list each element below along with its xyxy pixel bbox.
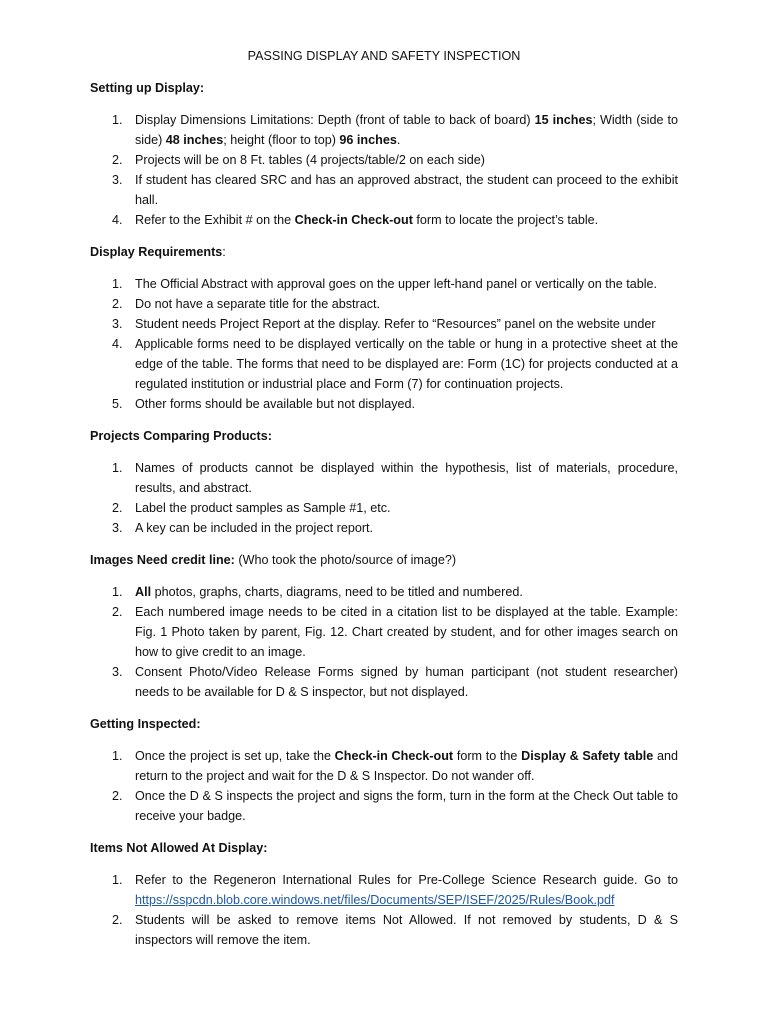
list-item-text: Refer to the Exhibit # on the [135, 213, 295, 227]
list-item-number: 3. [112, 665, 123, 679]
list-item-text: Refer to the Regeneron International Rules for Pre-College Science Research guide. Go to [135, 873, 678, 887]
list-item-number: 3. [112, 521, 123, 535]
numbered-list [90, 110, 678, 230]
section-heading [90, 838, 678, 858]
section-heading-text: Items Not Allowed At Display: [90, 841, 268, 855]
list-item-text: . [396, 133, 401, 147]
section-heading [90, 78, 678, 98]
bold-text: All [135, 585, 152, 599]
bold-text: 15 inches [534, 113, 593, 127]
numbered-list [90, 274, 678, 414]
bold-text: Check-in Check-out [334, 749, 454, 763]
list-item-number: 2. [112, 153, 123, 167]
list-item-number: 1. [112, 585, 123, 599]
numbered-list [90, 582, 678, 702]
bold-text: 48 inches [165, 133, 224, 147]
list-item-text: and return to the project and wait for the D & S Inspector. Do not wander off. [135, 749, 678, 783]
numbered-list [90, 458, 678, 538]
list-item [90, 294, 678, 314]
list-item-text: A key can be included in the project report. [135, 521, 374, 535]
list-item [90, 746, 678, 786]
list-item-text: Label the product samples as Sample #1, etc. [135, 501, 391, 515]
section-heading-text: Setting up Display: [90, 81, 205, 95]
list-item-number: 2. [112, 605, 123, 619]
list-item [90, 394, 678, 414]
list-item-number: 4. [112, 213, 123, 227]
list-item-number: 1. [112, 277, 123, 291]
list-item-text: form to the [453, 749, 522, 763]
section-heading-text: Getting Inspected: [90, 717, 201, 731]
list-item [90, 582, 678, 602]
bold-text: Display & Safety table [521, 749, 654, 763]
list-item [90, 498, 678, 518]
list-item-text: ; height (floor to top) [223, 133, 340, 147]
list-item-number: 1. [112, 749, 123, 763]
list-item-number: 3. [112, 317, 123, 331]
list-item-text: form to locate the project’s table. [412, 213, 599, 227]
numbered-list [90, 746, 678, 826]
list-item [90, 334, 678, 394]
list-item-text: Applicable forms need to be displayed vertically on the table or hung in a protective sheet at the edge of the table. The forms that need to be displayed are: Form (1C) for projects conducted at a regulated institution or industrial place and Form (7) for continuation projects. [135, 337, 678, 391]
list-item-text: Other forms should be available but not displayed. [135, 397, 416, 411]
page-title: PASSING DISPLAY AND SAFETY INSPECTION [247, 49, 521, 63]
list-item-number: 2. [112, 913, 123, 927]
section-heading-note: (Who took the photo/source of image?) [234, 553, 457, 567]
list-item-text: ; Width (side to side) [135, 113, 678, 147]
list-item-text: Students will be asked to remove items Not Allowed. If not removed by students, D & S inspectors will remove the item. [135, 913, 678, 947]
list-item [90, 518, 678, 538]
bold-text: Check-in Check-out [294, 213, 413, 227]
list-item-text: photos, graphs, charts, diagrams, need to be titled and numbered. [151, 585, 523, 599]
list-item-text: If student has cleared SRC and has an approved abstract, the student can proceed to the exhibit hall. [135, 173, 678, 207]
list-item [90, 602, 678, 662]
section-heading-text: Images Need credit line: [90, 553, 235, 567]
list-item [90, 786, 678, 826]
section-heading [90, 242, 678, 262]
list-item [90, 314, 678, 334]
list-item [90, 458, 678, 498]
list-item-text: Student needs Project Report at the display. Refer to “Resources” panel on the website under [135, 317, 656, 331]
list-item-number: 2. [112, 789, 123, 803]
list-item [90, 150, 678, 170]
list-item-text: Each numbered image needs to be cited in a citation list to be displayed at the table. Example: Fig. 1 Photo taken by parent, Fig. 12. Chart created by student, and for other images search on how to give credit to an image. [135, 605, 678, 659]
bold-text: 96 inches [339, 133, 397, 147]
list-item [90, 662, 678, 702]
list-item-text: Once the project is set up, take the [135, 749, 335, 763]
list-item [90, 910, 678, 950]
list-item [90, 210, 678, 230]
list-item-number: 1. [112, 461, 123, 475]
list-item-number: 1. [112, 873, 123, 887]
rules-book-link[interactable]: https://sspcdn.blob.core.windows.net/files/Documents/SEP/ISEF/2025/Rules/Book.pdf [135, 893, 615, 907]
section-heading [90, 714, 678, 734]
list-item-text: Names of products cannot be displayed within the hypothesis, list of materials, procedure, results, and abstract. [135, 461, 678, 495]
list-item [90, 170, 678, 210]
list-item [90, 274, 678, 294]
list-item-number: 2. [112, 297, 123, 311]
document-body [90, 78, 678, 962]
list-item-number: 1. [112, 113, 123, 127]
list-item-text: Display Dimensions Limitations: Depth (front of table to back of board) [135, 113, 535, 127]
numbered-list [90, 870, 678, 950]
list-item [90, 110, 678, 150]
section-heading-text: Projects Comparing Products: [90, 429, 272, 443]
section-heading [90, 426, 678, 446]
list-item-number: 4. [112, 337, 123, 351]
list-item-text: The Official Abstract with approval goes on the upper left-hand panel or vertically on the table. [135, 277, 658, 291]
list-item-text: Consent Photo/Video Release Forms signed by human participant (not student researcher) needs to be available for D & S inspector, but not displayed. [135, 665, 678, 699]
list-item-text: Do not have a separate title for the abstract. [135, 297, 381, 311]
list-item-number: 5. [112, 397, 123, 411]
section-heading-text: Display Requirements [90, 245, 223, 259]
list-item-text: Projects will be on 8 Ft. tables (4 projects/table/2 on each side) [135, 153, 486, 167]
section-heading [90, 550, 678, 570]
list-item-number: 3. [112, 173, 123, 187]
section-heading-note: : [222, 245, 226, 259]
list-item-number: 2. [112, 501, 123, 515]
list-item [90, 870, 678, 910]
list-item-text: Once the D & S inspects the project and signs the form, turn in the form at the Check Out table to receive your badge. [135, 789, 678, 823]
